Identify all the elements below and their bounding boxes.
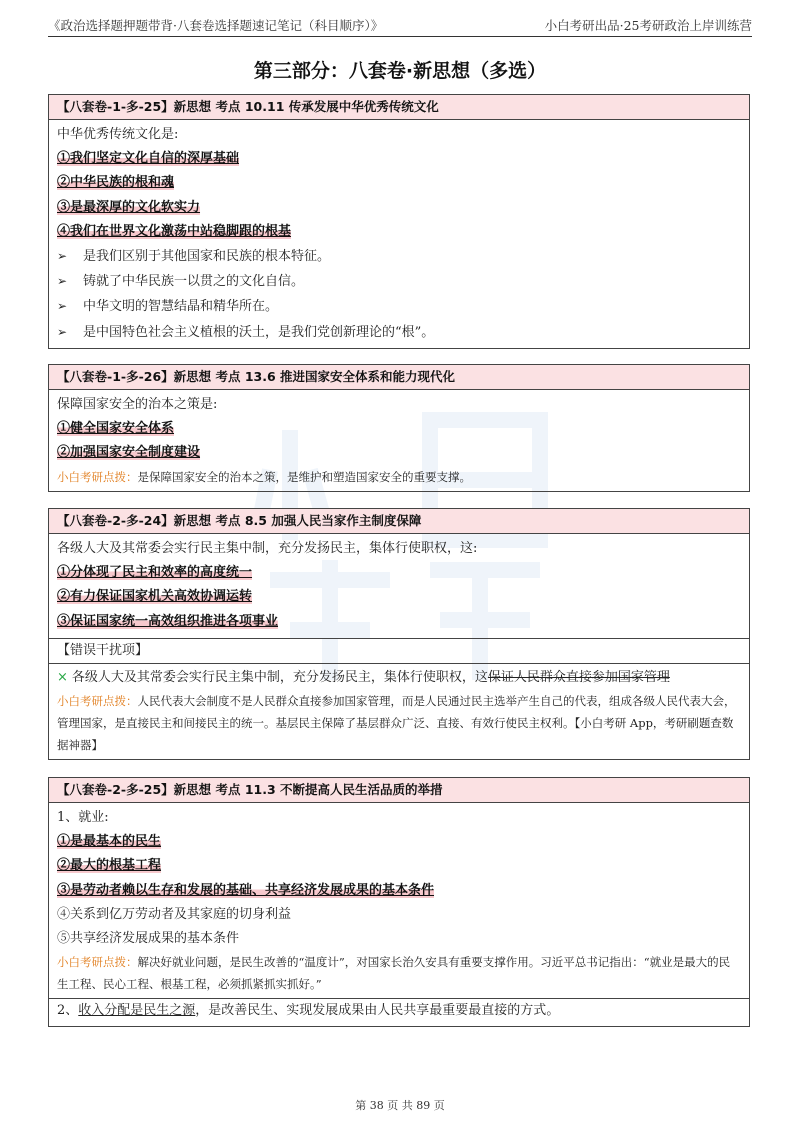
section-card-3 bbox=[48, 508, 750, 760]
question-stem: 中华优秀传统文化是: bbox=[57, 127, 179, 142]
answer-option: ①我们坚定文化自信的深厚基础 bbox=[57, 151, 240, 167]
plain-option: ⑤共享经济发展成果的基本条件 bbox=[57, 931, 240, 947]
tip-note: 小白考研点拨：人民代表大会制度不是人民群众直接参加国家管理，而是人民通过民主选举产生自己的代表，组成各级人民代表大会，管理国家，是直接民主和间接民主的统一。基层民主保障了基层群众广泛、直接、有效行使民主权利。【小白考研 App，考研刷题查数据神器】 bbox=[57, 694, 736, 753]
answer-option: ②最大的根基工程 bbox=[57, 858, 162, 874]
bullet-point: ➢ 是我们区别于其他国家和民族的根本特征。 bbox=[57, 244, 741, 269]
page-number: 第 38 页 共 89 页 bbox=[355, 1099, 445, 1112]
tip-label: 小白考研点拨： bbox=[57, 955, 138, 970]
cross-icon: × bbox=[57, 669, 68, 685]
error-distractor-line: × 各级人大及其常委会实行民主集中制，充分发扬民主，集体行使职权，这保证人民群众直接参加国家管理 bbox=[57, 669, 670, 685]
section-card-1 bbox=[48, 94, 750, 349]
tip-label: 小白考研点拨： bbox=[57, 469, 138, 484]
section-card-4 bbox=[48, 777, 750, 1027]
arrow-bullet-icon: ➢ bbox=[57, 324, 68, 339]
page-title: 第三部分：八套卷·新思想（多选） bbox=[253, 60, 547, 82]
arrow-bullet-icon: ➢ bbox=[57, 299, 68, 314]
question-stem: 1、就业: bbox=[57, 810, 109, 825]
plain-option: ④关系到亿万劳动者及其家庭的切身利益 bbox=[57, 906, 292, 922]
tip-note: 小白考研点拨：是保障国家安全的治本之策，是维护和塑造国家安全的重要支撑。 bbox=[57, 469, 471, 484]
arrow-bullet-icon: ➢ bbox=[57, 274, 68, 289]
section-card-2 bbox=[48, 364, 750, 492]
section-heading: 【八套卷-2-多-24】新思想 考点 8.5 加强人民当家作主制度保障 bbox=[49, 509, 749, 534]
struck-distractor: 保证人民群众直接参加国家管理 bbox=[487, 669, 670, 685]
answer-option: ②加强国家安全制度建设 bbox=[57, 445, 201, 461]
bullet-point: ➢ 铸就了中华民族一以贯之的文化自信。 bbox=[57, 269, 741, 294]
section-heading: 【八套卷-2-多-25】新思想 考点 11.3 不断提高人民生活品质的举措 bbox=[49, 778, 749, 803]
answer-option: ④我们在世界文化激荡中站稳脚跟的根基 bbox=[57, 223, 292, 239]
answer-option: ③是最深厚的文化软实力 bbox=[57, 199, 201, 215]
section-heading: 【八套卷-1-多-26】新思想 考点 13.6 推进国家安全体系和能力现代化 bbox=[49, 365, 749, 390]
question-stem: 各级人大及其常委会实行民主集中制，充分发扬民主，集体行使职权，这: bbox=[57, 541, 478, 556]
page-header bbox=[48, 14, 752, 37]
question-stem: 保障国家安全的治本之策是: bbox=[57, 397, 218, 412]
answer-option: ③保证国家统一高效组织推进各项事业 bbox=[57, 613, 279, 629]
error-distractor-heading: 【错误干扰项】 bbox=[49, 638, 749, 664]
tip-note: 小白考研点拨：解决好就业问题，是民生改善的“温度计”，对国家长治久安具有重要支撑作用。习近平总书记指出：“就业是最大的民生工程、民心工程、根基工程，必须抓紧抓实抓好。” bbox=[57, 955, 731, 992]
answer-option: ②有力保证国家机关高效协调运转 bbox=[57, 589, 253, 605]
income-distribution-line: 2、收入分配是民生之源，是改善民生、实现发展成果由人民共享最重要最直接的方式。 bbox=[57, 1003, 560, 1019]
section-heading: 【八套卷-1-多-25】新思想 考点 10.11 传承发展中华优秀传统文化 bbox=[49, 95, 749, 120]
bullet-point: ➢ 中华文明的智慧结晶和精华所在。 bbox=[57, 294, 741, 319]
tip-label: 小白考研点拨： bbox=[57, 694, 138, 709]
header-right-title: 小白考研出品·25考研政治上岸训练营 bbox=[544, 18, 752, 33]
answer-option: ①健全国家安全体系 bbox=[57, 421, 175, 437]
bullet-point: ➢ 是中国特色社会主义植根的沃土，是我们党创新理论的“根”。 bbox=[57, 320, 741, 345]
answer-option: ①是最基本的民生 bbox=[57, 834, 162, 850]
arrow-bullet-icon: ➢ bbox=[57, 249, 68, 264]
answer-option: ②中华民族的根和魂 bbox=[57, 175, 175, 191]
answer-option: ①分体现了民主和效率的高度统一 bbox=[57, 565, 253, 581]
answer-option: ③是劳动者赖以生存和发展的基础、共享经济发展成果的基本条件 bbox=[57, 882, 435, 898]
header-left-title: 《政治选择题押题带背·八套卷选择题速记笔记（科目顺序）》 bbox=[48, 18, 384, 33]
